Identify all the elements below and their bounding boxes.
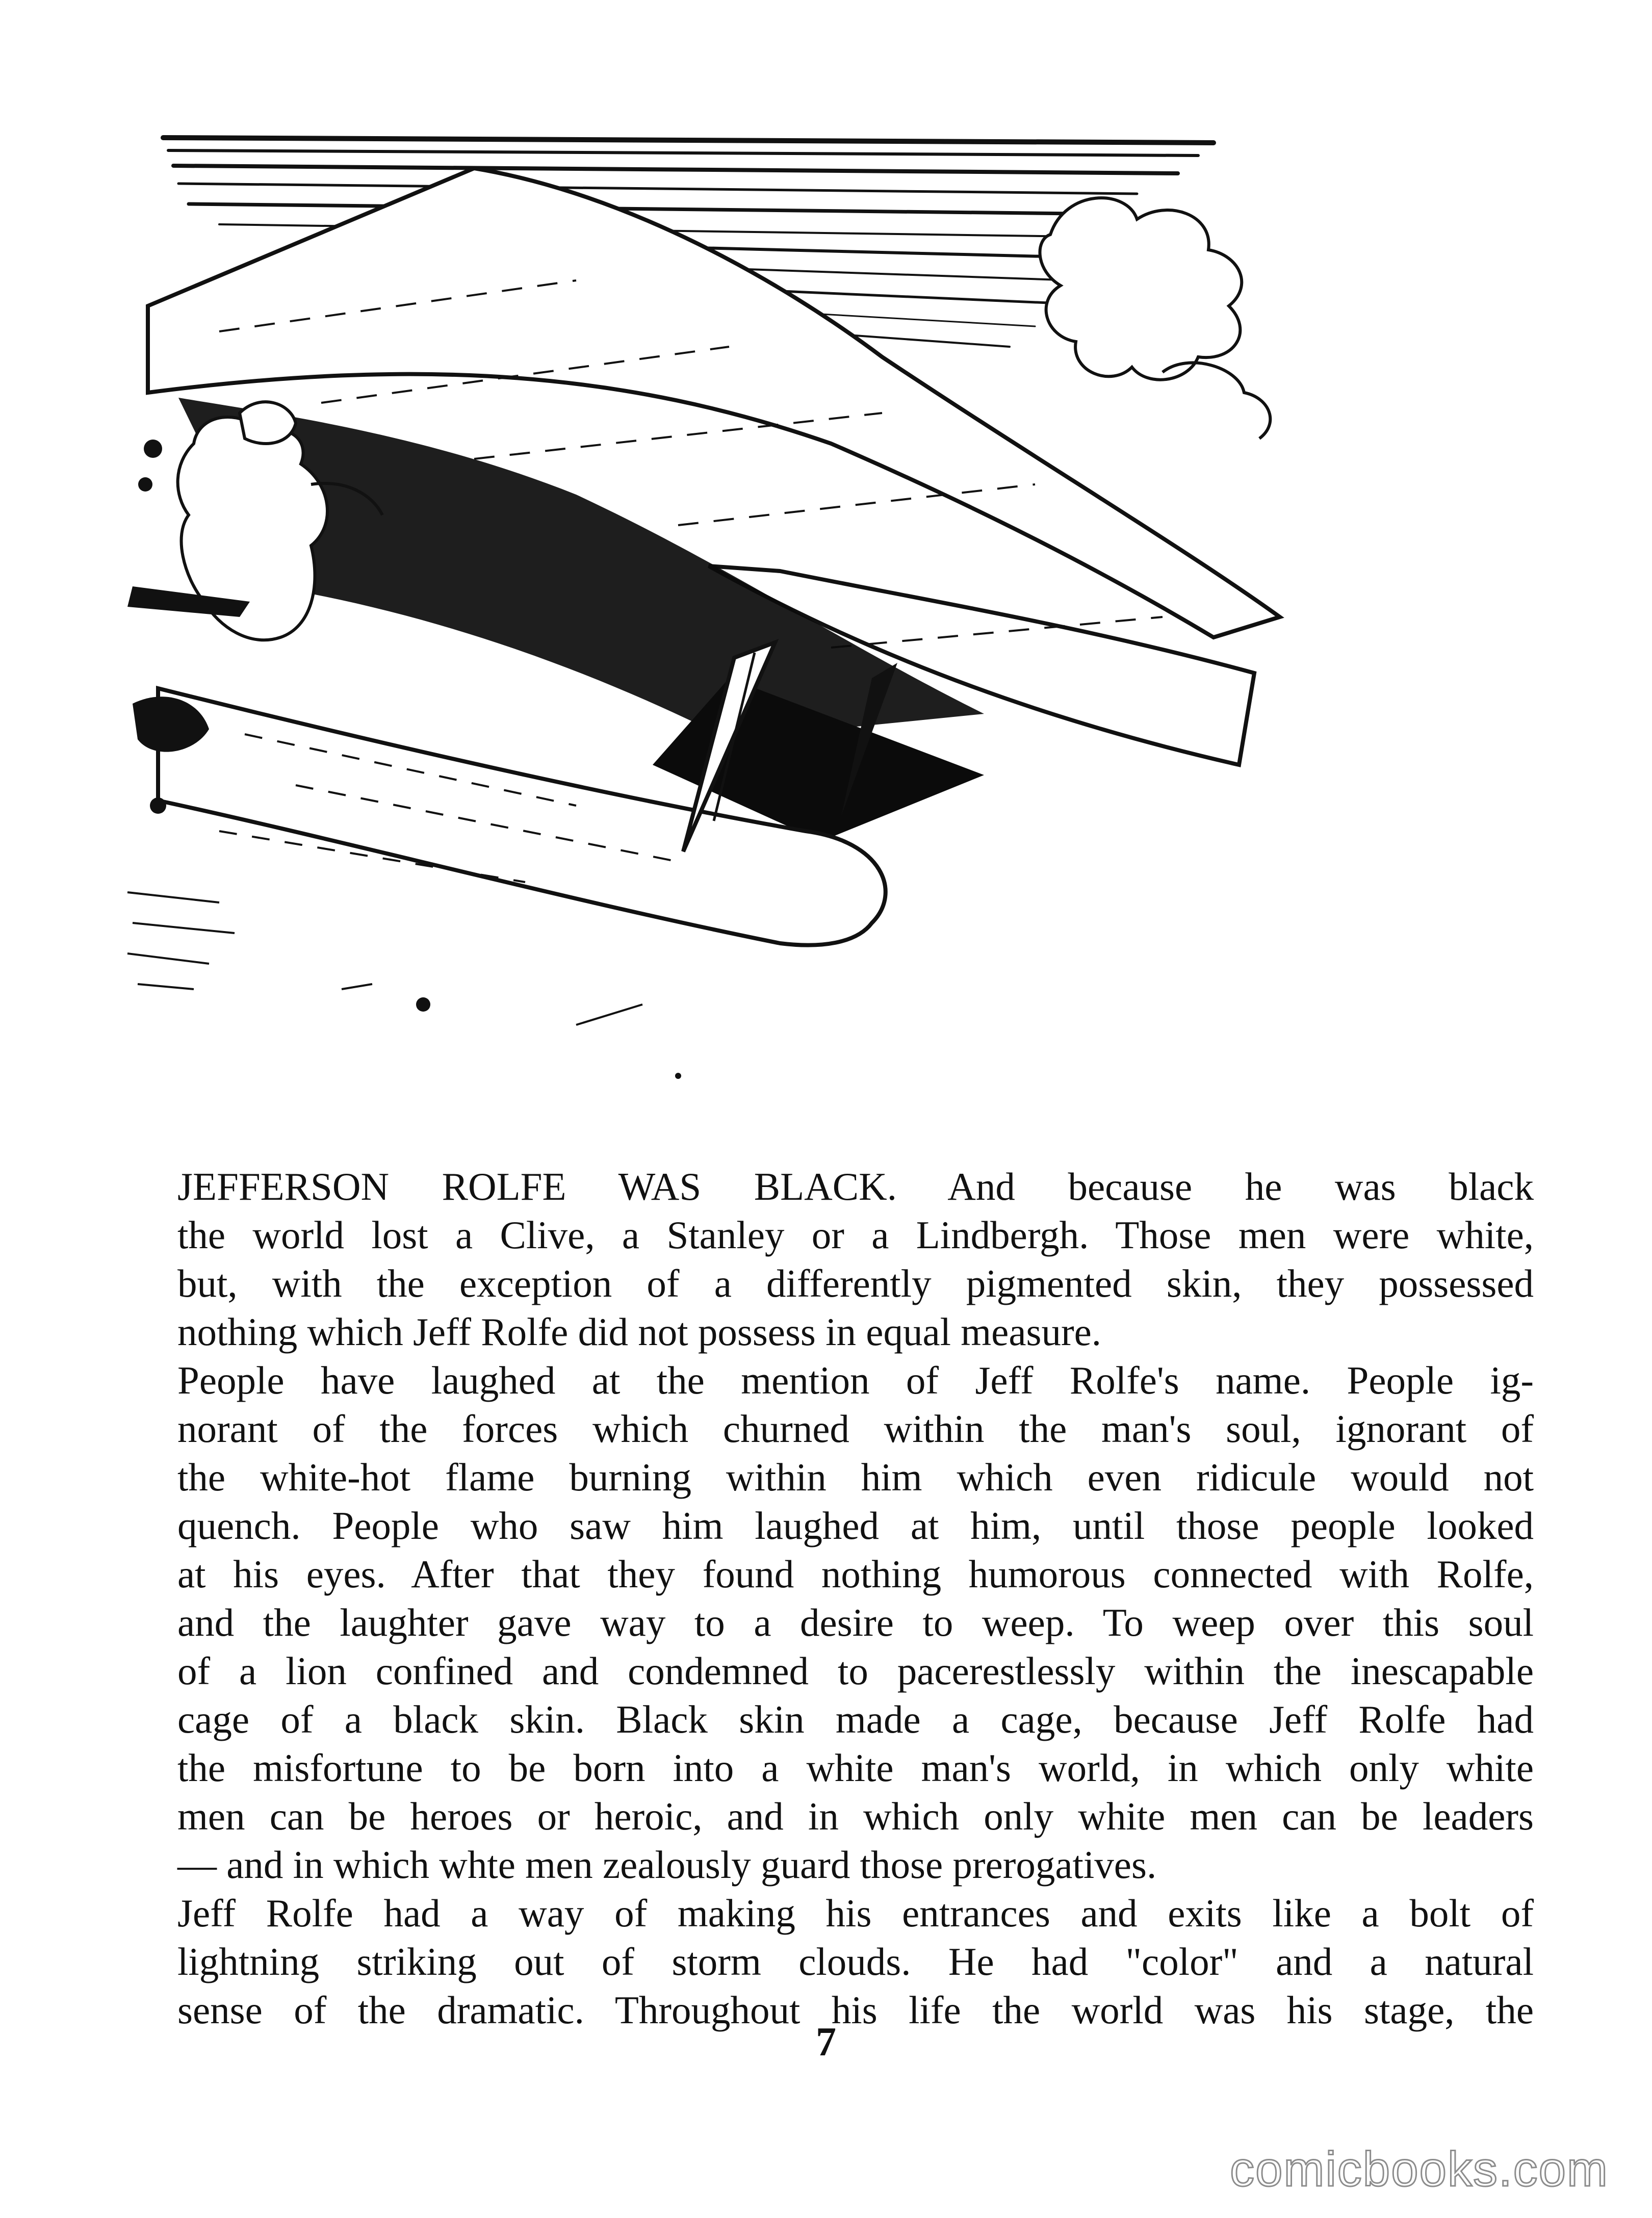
text-line: the misfortune to be born into a white man's world, in which only white bbox=[177, 1746, 1534, 1790]
text-line: JEFFERSON ROLFE WAS BLACK. And because he was black bbox=[177, 1165, 1534, 1208]
text-line: and the laughter gave way to a desire to weep. To weep over this soul bbox=[177, 1601, 1534, 1644]
text-line: the white-hot flame burning within him which even ridicule would not bbox=[177, 1455, 1534, 1499]
text-line: the world lost a Clive, a Stanley or a Lindbergh. Those men were white, bbox=[177, 1213, 1534, 1257]
paragraph-1 bbox=[126, 1163, 1534, 1356]
biplane-illustration bbox=[117, 127, 1290, 1096]
text-line: norant of the forces which churned within the man's soul, ignorant of bbox=[177, 1407, 1534, 1451]
text-line: lightning striking out of storm clouds. He had "color" and a natural bbox=[177, 1940, 1534, 1983]
story-text bbox=[126, 1163, 1534, 2034]
watermark: comicbooks.com bbox=[1230, 2142, 1609, 2197]
paragraph-3 bbox=[126, 1889, 1534, 2034]
paragraph-2 bbox=[126, 1356, 1534, 1889]
text-line: men can be heroes or heroic, and in which only white men can be leaders bbox=[177, 1794, 1534, 1838]
text-line: but, with the exception of a differently pigmented skin, they possessed bbox=[177, 1261, 1534, 1305]
text-line: at his eyes. After that they found nothing humorous connected with Rolfe, bbox=[177, 1552, 1534, 1596]
text-line: — and in which whte men zealously guard those prerogatives. bbox=[177, 1843, 1157, 1887]
text-line: sense of the dramatic. Throughout his life the world was his stage, the bbox=[177, 1988, 1534, 2032]
text-line: quench. People who saw him laughed at him, until those people looked bbox=[177, 1504, 1534, 1548]
text-line: of a lion confined and condemned to pacerestlessly within the inescapable bbox=[177, 1649, 1534, 1693]
text-line: nothing which Jeff Rolfe did not possess in equal measure. bbox=[177, 1310, 1102, 1354]
text-line: cage of a black skin. Black skin made a cage, because Jeff Rolfe had bbox=[177, 1697, 1534, 1741]
text-line: People have laughed at the mention of Jeff Rolfe's name. People ig- bbox=[177, 1358, 1534, 1402]
page-number: 7 bbox=[816, 2020, 836, 2065]
text-line: Jeff Rolfe had a way of making his entrances and exits like a bolt of bbox=[177, 1891, 1534, 1935]
